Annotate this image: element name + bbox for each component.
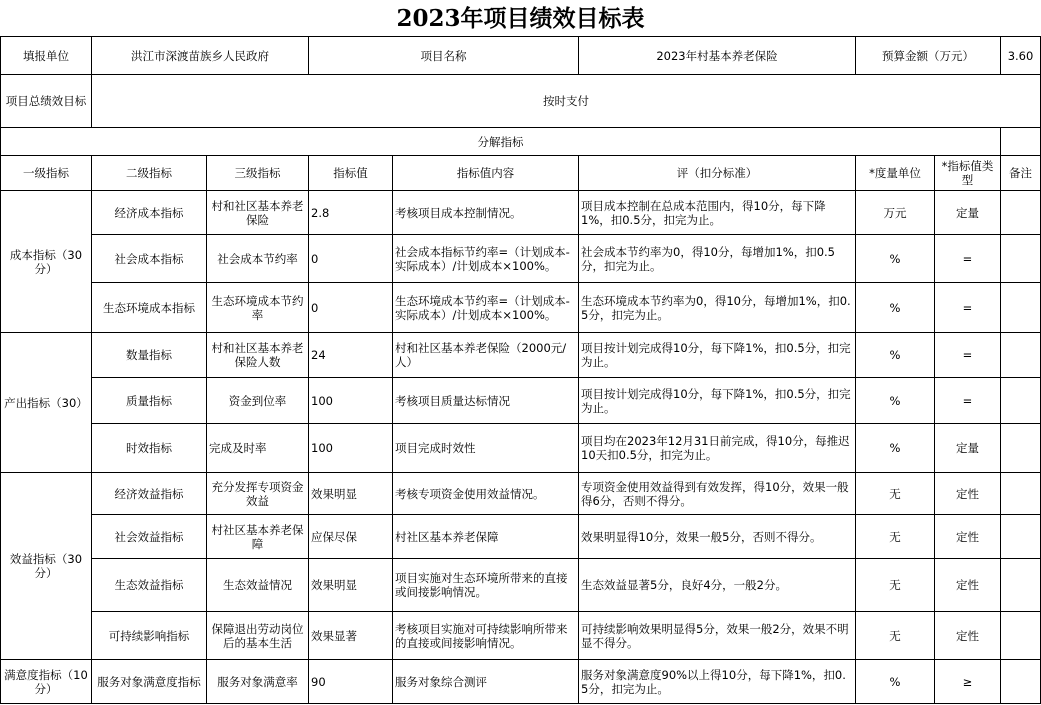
column-header-row xyxy=(1,156,1041,191)
standard-cell: 社会成本节约率为0，得10分，每增加1%，扣0.5分，扣完为止。 xyxy=(579,235,856,283)
level2-cell: 生态环境成本指标 xyxy=(92,283,207,333)
note-cell xyxy=(1001,283,1041,333)
section-title-blank xyxy=(1001,128,1041,156)
unit-label: 填报单位 xyxy=(1,37,92,75)
budget-value: 3.60 xyxy=(1001,37,1041,75)
level3-cell: 生态效益情况 xyxy=(207,559,309,612)
value-cell: 效果明显 xyxy=(309,559,393,612)
standard-cell: 项目按计划完成得10分，每下降1%，扣0.5分，扣完为止。 xyxy=(579,378,856,424)
unit-cell: % xyxy=(856,378,935,424)
page-title: 2023年项目绩效目标表 xyxy=(396,5,645,32)
standard-cell: 服务对象满意度90%以上得10分，每下降1%，扣0.5分，扣完为止。 xyxy=(579,660,856,704)
header-row xyxy=(1,37,1041,75)
level3-cell: 充分发挥专项资金效益 xyxy=(207,473,309,515)
table-row xyxy=(1,559,1041,612)
note-cell xyxy=(1001,473,1041,515)
overall-goal-row xyxy=(1,75,1041,128)
unit-cell: 无 xyxy=(856,473,935,515)
level2-cell: 社会效益指标 xyxy=(92,515,207,559)
type-cell: 定量 xyxy=(935,424,1001,473)
value-cell: 应保尽保 xyxy=(309,515,393,559)
standard-cell: 项目均在2023年12月31日前完成，得10分，每推迟10天扣0.5分，扣完为止。 xyxy=(579,424,856,473)
level2-cell: 社会成本指标 xyxy=(92,235,207,283)
unit-cell: 无 xyxy=(856,612,935,660)
level2-cell: 时效指标 xyxy=(92,424,207,473)
table-row xyxy=(1,283,1041,333)
type-cell: = xyxy=(935,378,1001,424)
content-cell: 服务对象综合测评 xyxy=(393,660,579,704)
table-row xyxy=(1,660,1041,704)
table-row xyxy=(1,612,1041,660)
table-row xyxy=(1,191,1041,235)
level3-cell: 服务对象满意率 xyxy=(207,660,309,704)
type-cell: 定性 xyxy=(935,559,1001,612)
standard-cell: 效果明显得10分，效果一般5分，否则不得分。 xyxy=(579,515,856,559)
content-cell: 生态环境成本节约率=（计划成本-实际成本）/计划成本×100%。 xyxy=(393,283,579,333)
type-cell: ≥ xyxy=(935,660,1001,704)
level3-cell: 生态环境成本节约率 xyxy=(207,283,309,333)
note-cell xyxy=(1001,191,1041,235)
table-row xyxy=(1,424,1041,473)
col-header-level2: 二级指标 xyxy=(92,156,207,191)
note-cell xyxy=(1001,559,1041,612)
unit-cell: % xyxy=(856,235,935,283)
overall-goal-label: 项目总绩效目标 xyxy=(1,75,92,128)
unit-value: 洪江市深渡苗族乡人民政府 xyxy=(92,37,309,75)
content-cell: 社会成本指标节约率=（计划成本-实际成本）/计划成本×100%。 xyxy=(393,235,579,283)
standard-cell: 专项资金使用效益得到有效发挥，得10分，效果一般得6分，否则不得分。 xyxy=(579,473,856,515)
level3-cell: 资金到位率 xyxy=(207,378,309,424)
level2-cell: 质量指标 xyxy=(92,378,207,424)
project-label: 项目名称 xyxy=(309,37,579,75)
group-output: 产出指标（30） xyxy=(1,333,92,473)
type-cell: = xyxy=(935,235,1001,283)
standard-cell: 可持续影响效果明显得5分，效果一般2分，效果不明显不得分。 xyxy=(579,612,856,660)
content-cell: 项目完成时效性 xyxy=(393,424,579,473)
value-cell: 0 xyxy=(309,235,393,283)
budget-label: 预算金额（万元） xyxy=(856,37,1001,75)
content-cell: 考核项目成本控制情况。 xyxy=(393,191,579,235)
section-title-row xyxy=(1,128,1041,156)
performance-table xyxy=(0,36,1041,704)
col-header-standard: 评（扣分标准） xyxy=(579,156,856,191)
unit-cell: 无 xyxy=(856,559,935,612)
note-cell xyxy=(1001,333,1041,378)
table-row xyxy=(1,473,1041,515)
value-cell: 2.8 xyxy=(309,191,393,235)
note-cell xyxy=(1001,378,1041,424)
table-row xyxy=(1,235,1041,283)
level3-cell: 村社区基本养老保障 xyxy=(207,515,309,559)
group-benefit: 效益指标（30分） xyxy=(1,473,92,660)
unit-cell: % xyxy=(856,333,935,378)
level2-cell: 服务对象满意度指标 xyxy=(92,660,207,704)
value-cell: 100 xyxy=(309,378,393,424)
type-cell: 定性 xyxy=(935,473,1001,515)
group-cost: 成本指标（30分） xyxy=(1,191,92,333)
content-cell: 村和社区基本养老保险（2000元/人） xyxy=(393,333,579,378)
content-cell: 考核项目实施对可持续影响所带来的直接或间接影响情况。 xyxy=(393,612,579,660)
col-header-type: *指标值类型 xyxy=(935,156,1001,191)
unit-cell: % xyxy=(856,424,935,473)
value-cell: 100 xyxy=(309,424,393,473)
note-cell xyxy=(1001,612,1041,660)
project-value: 2023年村基本养老保险 xyxy=(579,37,856,75)
col-header-content: 指标值内容 xyxy=(393,156,579,191)
table-row xyxy=(1,333,1041,378)
level2-cell: 经济成本指标 xyxy=(92,191,207,235)
col-header-level1: 一级指标 xyxy=(1,156,92,191)
col-header-value: 指标值 xyxy=(309,156,393,191)
note-cell xyxy=(1001,424,1041,473)
note-cell xyxy=(1001,660,1041,704)
unit-cell: % xyxy=(856,283,935,333)
group-satisfaction: 满意度指标（10分） xyxy=(1,660,92,704)
note-cell xyxy=(1001,515,1041,559)
level3-cell: 村和社区基本养老保险 xyxy=(207,191,309,235)
value-cell: 24 xyxy=(309,333,393,378)
level2-cell: 经济效益指标 xyxy=(92,473,207,515)
table-row xyxy=(1,378,1041,424)
col-header-level3: 三级指标 xyxy=(207,156,309,191)
unit-cell: % xyxy=(856,660,935,704)
level3-cell: 完成及时率 xyxy=(207,424,309,473)
level2-cell: 数量指标 xyxy=(92,333,207,378)
standard-cell: 项目成本控制在总成本范围内，得10分，每下降1%，扣0.5分，扣完为止。 xyxy=(579,191,856,235)
table-row xyxy=(1,515,1041,559)
unit-cell: 无 xyxy=(856,515,935,559)
col-header-note: 备注 xyxy=(1001,156,1041,191)
content-cell: 考核专项资金使用效益情况。 xyxy=(393,473,579,515)
section-title: 分解指标 xyxy=(1,128,1001,156)
type-cell: = xyxy=(935,333,1001,378)
level3-cell: 保障退出劳动岗位后的基本生活 xyxy=(207,612,309,660)
content-cell: 村社区基本养老保障 xyxy=(393,515,579,559)
value-cell: 效果显著 xyxy=(309,612,393,660)
standard-cell: 生态效益显著5分，良好4分，一般2分。 xyxy=(579,559,856,612)
overall-goal-value: 按时支付 xyxy=(92,75,1041,128)
value-cell: 0 xyxy=(309,283,393,333)
standard-cell: 生态环境成本节约率为0，得10分，每增加1%，扣0.5分，扣完为止。 xyxy=(579,283,856,333)
value-cell: 效果明显 xyxy=(309,473,393,515)
level2-cell: 可持续影响指标 xyxy=(92,612,207,660)
type-cell: 定性 xyxy=(935,515,1001,559)
value-cell: 90 xyxy=(309,660,393,704)
type-cell: = xyxy=(935,283,1001,333)
type-cell: 定性 xyxy=(935,612,1001,660)
type-cell: 定量 xyxy=(935,191,1001,235)
standard-cell: 项目按计划完成得10分，每下降1%，扣0.5分，扣完为止。 xyxy=(579,333,856,378)
note-cell xyxy=(1001,235,1041,283)
col-header-unit: *度量单位 xyxy=(856,156,935,191)
level3-cell: 社会成本节约率 xyxy=(207,235,309,283)
unit-cell: 万元 xyxy=(856,191,935,235)
content-cell: 考核项目质量达标情况 xyxy=(393,378,579,424)
content-cell: 项目实施对生态环境所带来的直接或间接影响情况。 xyxy=(393,559,579,612)
level3-cell: 村和社区基本养老保险人数 xyxy=(207,333,309,378)
level2-cell: 生态效益指标 xyxy=(92,559,207,612)
